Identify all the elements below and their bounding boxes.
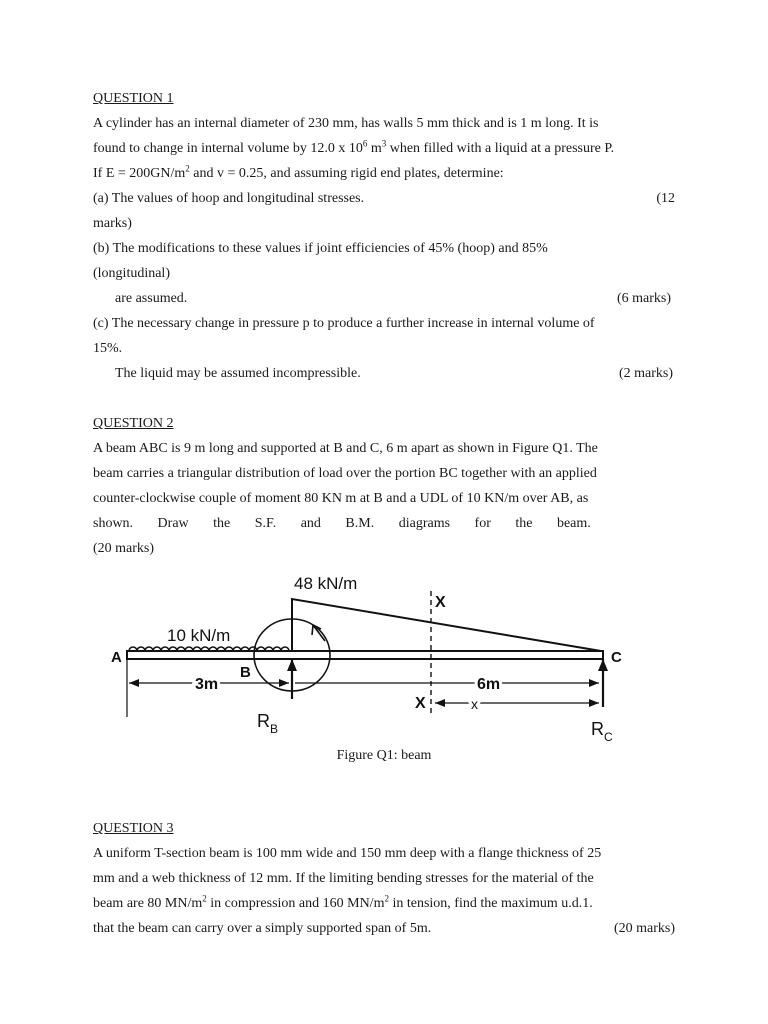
q1-part-a <box>93 186 675 211</box>
q1-part-b-text: are assumed. <box>115 291 188 306</box>
q3-marks: (20 marks) <box>613 921 675 936</box>
q2-line-1: A beam ABC is 9 m long and supported at B and C, 6 m apart as shown in Figure Q1. The <box>93 441 598 456</box>
dim-bc-arrow-right <box>589 679 599 687</box>
q1-part-b-line-3 <box>93 286 675 311</box>
label-dim-3m: 3m <box>195 676 219 693</box>
udl-coils <box>129 647 289 651</box>
q3-line-4 <box>93 916 675 941</box>
label-rb: $R_B$ <box>257 711 279 736</box>
label-a: A <box>111 649 122 666</box>
q1-part-a-marks-cont: marks) <box>93 216 132 231</box>
label-load-48: 48 kN/m <box>294 574 358 593</box>
q1-part-c-marks: (2 marks) <box>618 366 673 381</box>
q1-part-c-line-3 <box>93 361 675 386</box>
question-1-title: QUESTION 1 <box>93 91 174 106</box>
question-2-title: QUESTION 2 <box>93 416 174 431</box>
q1-part-b-marks: (6 marks) <box>616 291 671 306</box>
dim-x-arrow-left <box>435 699 445 707</box>
label-udl: 10 kN/m <box>167 626 231 645</box>
q1-line-2: found to change in internal volume by 12.0 x $10^6$ $m^3$ when filled with a liquid at a pressure P. <box>93 138 615 156</box>
document-page <box>93 86 675 941</box>
label-c: C <box>611 649 622 666</box>
q1-part-b-line-2: (longitudinal) <box>93 266 170 281</box>
q1-part-c-line-1: (c) The necessary change in pressure p to produce a further increase in internal volume of <box>93 316 595 331</box>
q1-part-a-text: (a) The values of hoop and longitudinal stresses. <box>93 191 365 206</box>
question-3-title: QUESTION 3 <box>93 821 174 836</box>
q2-line-2: beam carries a triangular distribution of load over the portion BC together with an applied <box>93 466 597 481</box>
q1-part-c-text: The liquid may be assumed incompressible. <box>115 366 361 381</box>
label-x-top: X <box>435 594 446 611</box>
label-dim-6m: 6m <box>477 676 501 693</box>
q3-line-4-text: that the beam can carry over a simply supported span of 5m. <box>93 921 432 936</box>
label-rc: $R_C$ <box>591 719 613 744</box>
q2-line-4: shown. Draw the S.F. and B.M. diagrams for the beam. <box>93 516 591 531</box>
q3-line-1: A uniform T-section beam is 100 mm wide and 150 mm deep with a flange thickness of 25 <box>93 846 602 861</box>
q1-part-b-line-1: (b) The modifications to these values if joint efficiencies of 45% (hoop) and 85% <box>93 241 548 256</box>
dim-x-arrow-right <box>589 699 599 707</box>
q1-part-c-line-2: 15%. <box>93 341 123 356</box>
triangular-load <box>292 599 601 651</box>
label-x-bottom: X <box>415 695 426 712</box>
reaction-c-head <box>598 659 608 671</box>
reaction-b-head <box>287 659 297 671</box>
q3-line-2: mm and a web thickness of 12 mm. If the limiting bending stresses for the material of the <box>93 871 594 886</box>
dim-ab-arrow-right <box>279 679 289 687</box>
q2-marks: (20 marks) <box>93 541 155 556</box>
dim-ab-arrow-left <box>129 679 139 687</box>
label-b: B <box>240 664 251 681</box>
label-dim-x: x <box>471 696 478 712</box>
q1-line-1: A cylinder has an internal diameter of 230 mm, has walls 5 mm thick and is 1 m long. It is <box>93 116 599 131</box>
q3-line-3: beam are 80 $MN/m^2$ in compression and 160 $MN/m^2$ in tension, find the maximum u.d.1. <box>93 893 593 911</box>
q1-part-a-marks: (12 <box>656 191 675 206</box>
q2-line-3: counter-clockwise couple of moment 80 KN m at B and a UDL of 10 KN/m over AB, as <box>93 491 589 506</box>
beam-body <box>127 651 603 659</box>
q1-line-3: If $E = 200GN/m^2$ and v = 0.25, and assuming rigid end plates, determine: <box>93 163 504 181</box>
figure-caption: Figure Q1: beam <box>336 748 432 763</box>
beam-figure <box>109 567 629 745</box>
